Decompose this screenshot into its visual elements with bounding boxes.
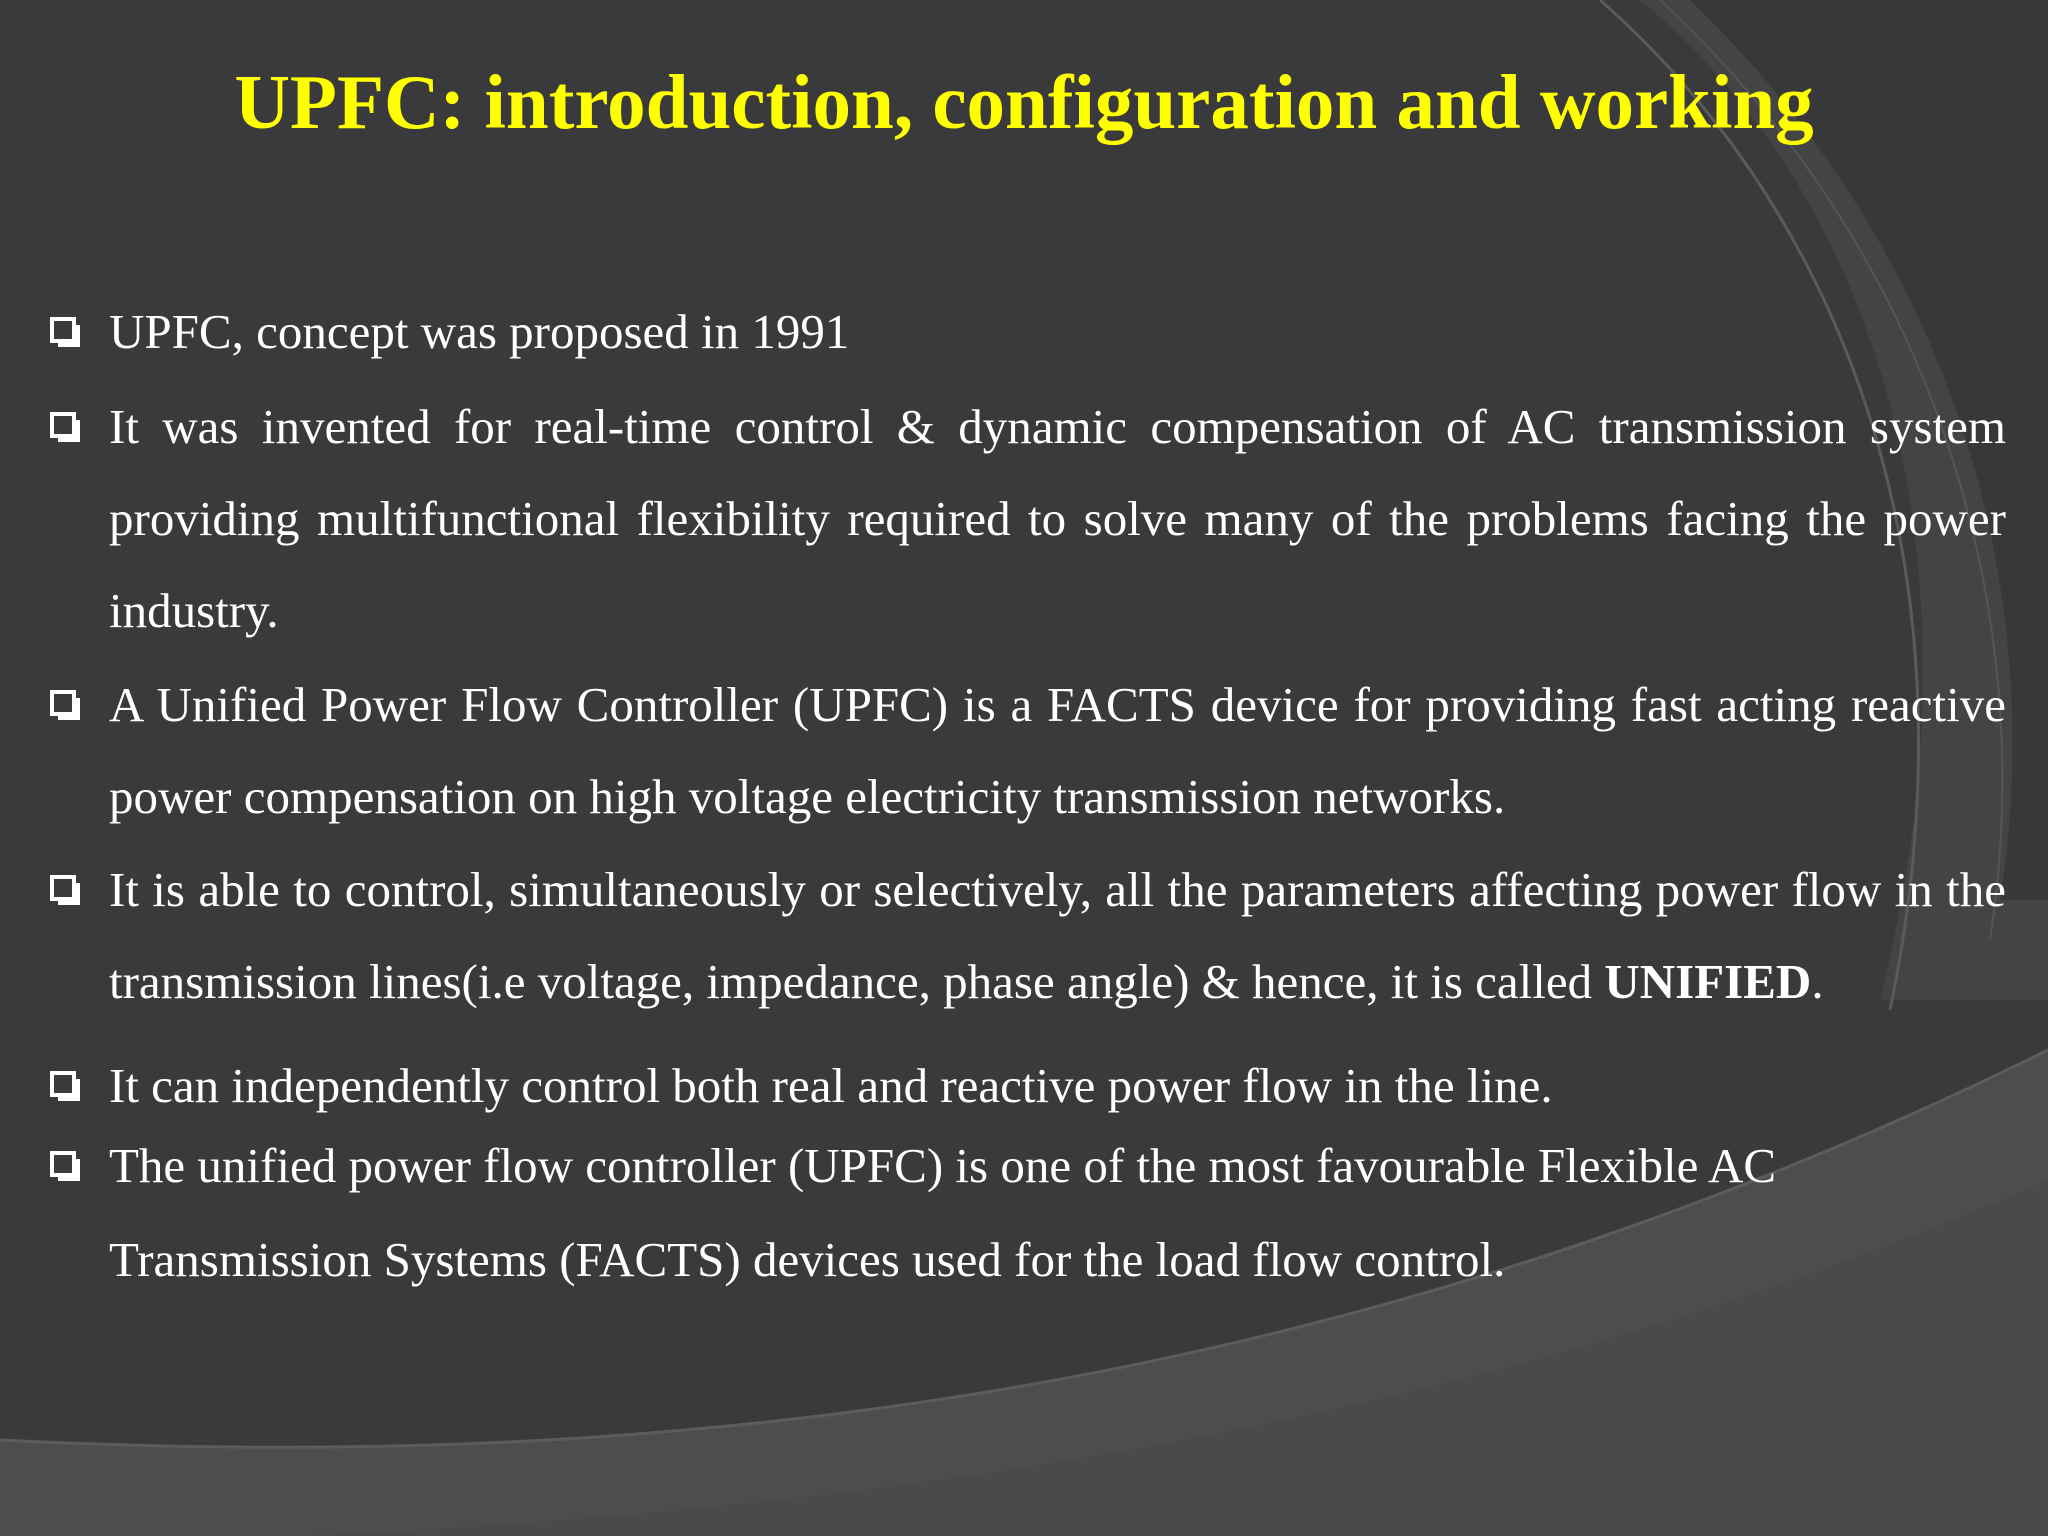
checkbox-square-icon <box>48 690 80 722</box>
checkbox-square-icon <box>48 1071 80 1103</box>
checkbox-square-icon <box>48 412 80 444</box>
bullet-text-6-line-2: Transmission Systems (FACTS) devices used for the load flow control. <box>109 1232 1506 1287</box>
bullet-text-4-bold: UNIFIED <box>1604 954 1812 1009</box>
bullet-text-4 <box>109 844 2006 1028</box>
checkbox-square-icon <box>48 317 80 349</box>
bullet-text-1: UPFC, concept was proposed in 1991 <box>109 304 850 359</box>
bullet-text-5: It can independently control both real and reactive power flow in the line. <box>109 1058 1553 1113</box>
bullet-text-4-main: It is able to control, simultaneously or selectively, all the parameters affecting power flow in the transmission lines(i.e voltage, impedance, phase angle) & hence, it is called <box>109 862 2006 1009</box>
checkbox-square-icon <box>48 875 80 907</box>
bullet-text-2: It was invented for real-time control & dynamic compensation of AC transmission system providing multifunctional flexibility required to solve many of the problems facing the power industry. <box>109 399 2006 638</box>
slide-title: UPFC: introduction, configuration and working <box>234 59 1814 145</box>
bullet-text-6-line-1: The unified power flow controller (UPFC) is one of the most favourable Flexible AC <box>109 1138 1777 1193</box>
bullet-text-3: A Unified Power Flow Controller (UPFC) is a FACTS device for providing fast acting reactive power compensation on high voltage electricity transmission networks. <box>109 677 2006 824</box>
checkbox-square-icon <box>48 1151 80 1183</box>
bullet-text-4-end: . <box>1811 954 1824 1009</box>
